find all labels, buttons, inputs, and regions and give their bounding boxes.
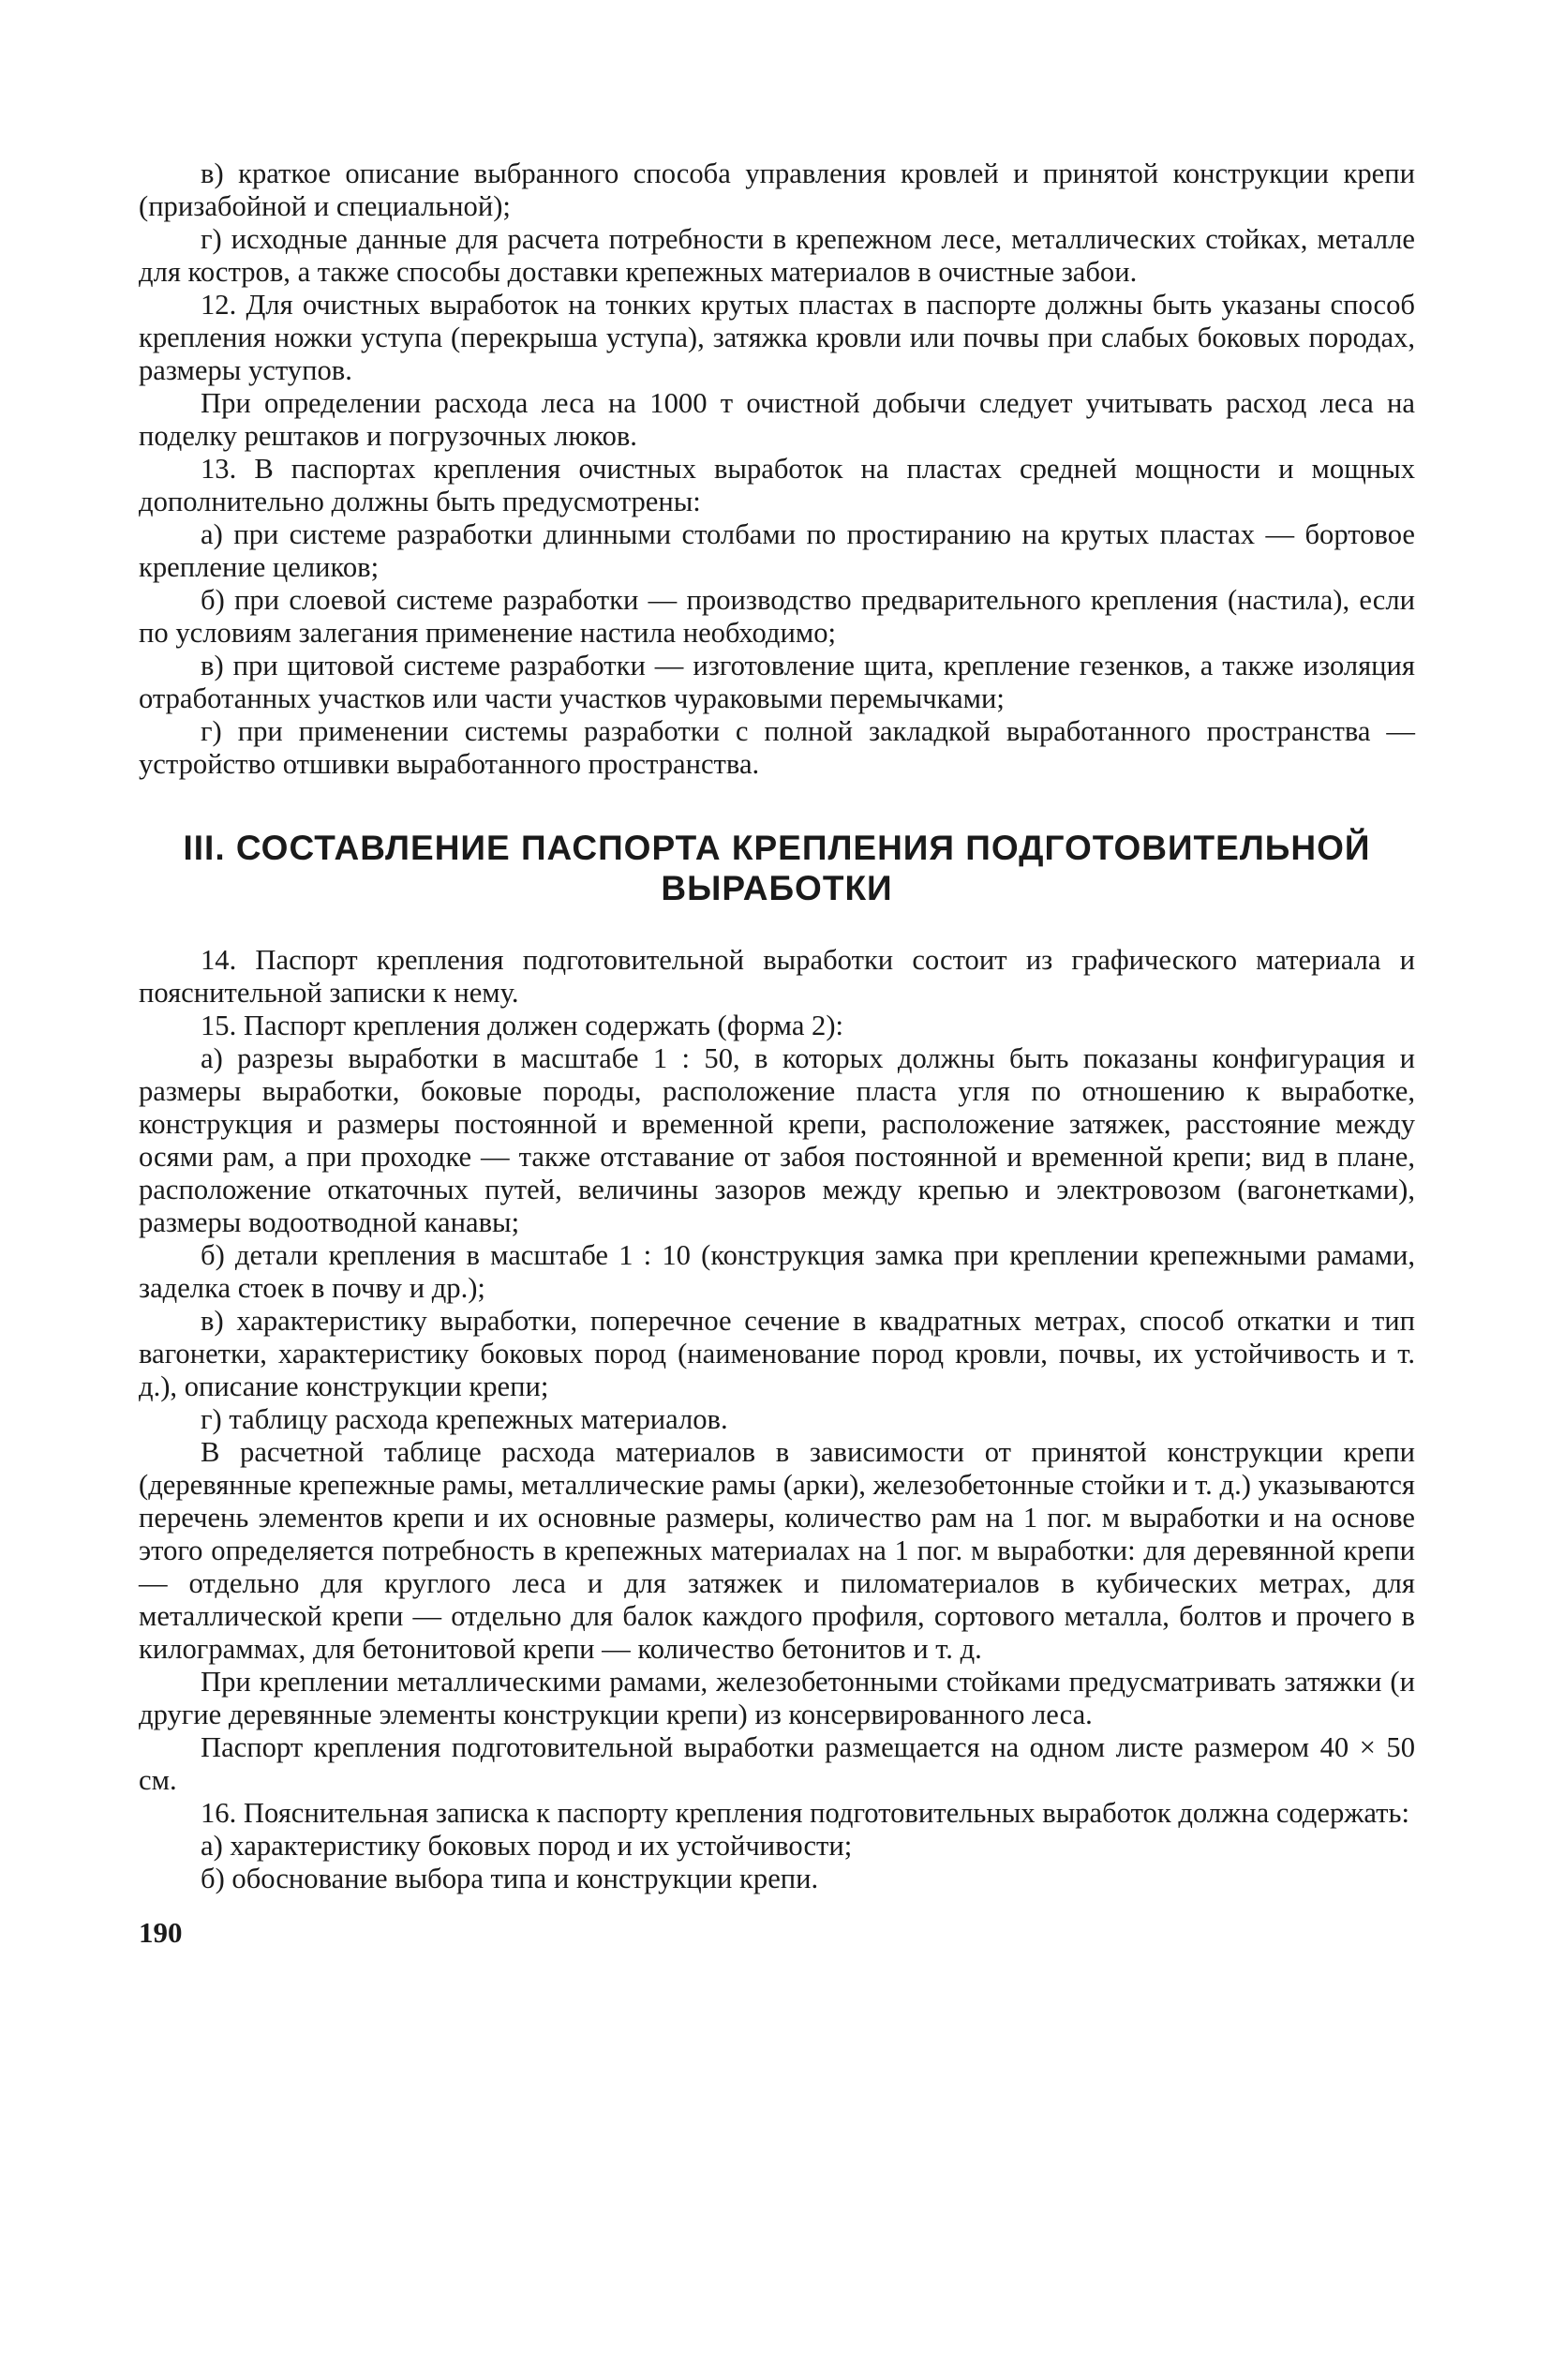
- paragraph-15-b: б) детали крепления в масштабе 1 : 10 (конструкция замка при креплении крепежными рамами, заделка стоек в почву и др.);: [139, 1239, 1415, 1304]
- paragraph-item-g: г) исходные данные для расчета потребности в крепежном лесе, металлических стойках, металле для костров, а также способы доставки крепежных материалов в очистные забои.: [139, 223, 1415, 288]
- document-page: [139, 157, 1415, 1949]
- paragraph-16: 16. Пояснительная записка к паспорту крепления подготовительных выработок должна содержать:: [201, 1797, 1410, 1829]
- paragraph-15-v: в) характеристику выработки, поперечное сечение в квадратных метрах, способ откатки и тип вагонетки, характеристику боковых пород (наименование пород кровли, почвы, их устойчивость и т. д.), описание конструкции крепи;: [139, 1305, 1415, 1402]
- paragraph-13-g: г) при применении системы разработки с полной закладкой выработанного пространства — устройство отшивки выработанного пространства.: [139, 715, 1415, 780]
- paragraph-metal-frames: При креплении металлическими рамами, железобетонными стойками предусматривать затяжки (и другие деревянные элементы конструкции крепи) из консервированного леса.: [139, 1666, 1415, 1730]
- paragraph-sheet-size: Паспорт крепления подготовительной выработки размещается на одном листе размером 40 × 50 см.: [139, 1731, 1415, 1796]
- paragraph-wood-consumption: При определении расхода леса на 1000 т очистной добычи следует учитывать расход леса на поделку рештаков и погрузочных люков.: [139, 387, 1415, 452]
- paragraph-16-a: а) характеристику боковых пород и их устойчивости;: [201, 1830, 853, 1862]
- paragraph-15-g: г) таблицу расхода крепежных материалов.: [201, 1403, 728, 1435]
- paragraph-calculation-table: В расчетной таблице расхода материалов в зависимости от принятой конструкции крепи (деревянные крепежные рамы, металлические рамы (арки), железобетонные стойки и т. д.) указываются перечень элементов крепи и их основные размеры, количество рам на 1 пог. м выработки и на основе этого определяется потребность в крепежных материалах на 1 пог. м выработки: для деревянной крепи — отдельно для круглого леса и для затяжек и пиломатериалов в кубических метрах, для металлической крепи — отдельно для балок каждого профиля, сортового металла, болтов и прочего в килограммах, для бетонитовой крепи — количество бетонитов и т. д.: [139, 1436, 1415, 1665]
- paragraph-15: 15. Паспорт крепления должен содержать (форма 2):: [201, 1010, 844, 1041]
- section-heading: III. СОСТАВЛЕНИЕ ПАСПОРТА КРЕПЛЕНИЯ ПОДГОТОВИТЕЛЬНОЙ ВЫРАБОТКИ: [183, 829, 1371, 907]
- paragraph-16-b: б) обоснование выбора типа и конструкции крепи.: [201, 1863, 819, 1894]
- paragraph-13-v: в) при щитовой системе разработки — изготовление щита, крепление гезенков, а также изоляция отработанных участков или части участков чураковыми перемычками;: [139, 650, 1415, 714]
- paragraph-15-a: а) разрезы выработки в масштабе 1 : 50, в которых должны быть показаны конфигурация и размеры выработки, боковые породы, расположение пласта угля по отношению к выработке, конструкция и размеры постоянной и временной крепи, расположение затяжек, расстояние между осями рам, а при проходке — также отставание от забоя постоянной и временной крепи; вид в плане, расположение откаточных путей, величины зазоров между крепью и электровозом (вагонетками), размеры водоотводной канавы;: [139, 1042, 1415, 1238]
- paragraph-13-b: б) при слоевой системе разработки — производство предварительного крепления (настила), если по условиям залегания применение настила необходимо;: [139, 584, 1415, 649]
- paragraph-item-v: в) краткое описание выбранного способа управления кровлей и принятой конструкции крепи (призабойной и специальной);: [139, 157, 1415, 222]
- paragraph-14: 14. Паспорт крепления подготовительной выработки состоит из графического материала и пояснительной записки к нему.: [139, 944, 1415, 1009]
- paragraph-13: 13. В паспортах крепления очистных выработок на пластах средней мощности и мощных дополнительно должны быть предусмотрены:: [139, 453, 1415, 517]
- page-number: 190: [139, 1916, 183, 1949]
- paragraph-12: 12. Для очистных выработок на тонких крутых пластах в паспорте должны быть указаны способ крепления ножки уступа (перекрыша уступа), затяжка кровли или почвы при слабых боковых породах, размеры уступов.: [139, 289, 1415, 386]
- paragraph-13-a: а) при системе разработки длинными столбами по простиранию на крутых пластах — бортовое крепление целиков;: [139, 518, 1415, 583]
